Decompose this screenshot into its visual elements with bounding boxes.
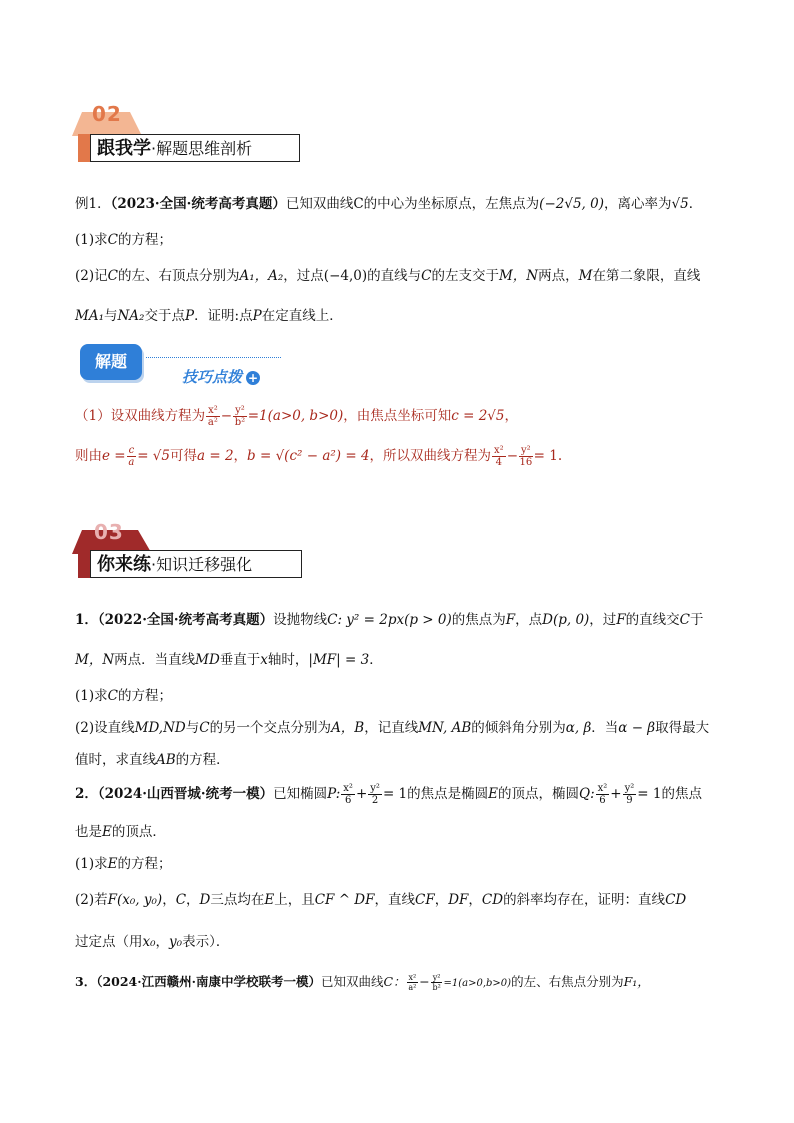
text: 三点均在 bbox=[210, 892, 265, 908]
text: 上，且 bbox=[274, 892, 315, 908]
problem-1-part-2-cont bbox=[75, 748, 230, 768]
math: =1(a>0, b>0) bbox=[247, 408, 344, 424]
num: y² bbox=[521, 445, 531, 456]
example-lead: 例1． bbox=[75, 196, 111, 212]
math: D bbox=[199, 892, 211, 908]
math: P: bbox=[327, 786, 341, 802]
problem-1-part-2 bbox=[75, 716, 709, 736]
math: C: y² = 2px(p > 0) bbox=[327, 612, 452, 628]
text: 设抛物线 bbox=[273, 612, 328, 628]
math: C bbox=[421, 268, 432, 284]
num: y² bbox=[370, 783, 380, 794]
math: CD bbox=[481, 892, 504, 908]
den: b² bbox=[234, 417, 246, 428]
text: 与 bbox=[103, 308, 118, 324]
problem-2-part-2 bbox=[75, 888, 686, 908]
section-03-title-bold: 你来练 bbox=[97, 554, 151, 575]
problem-source: （2024·山西晋城·统考一模） bbox=[97, 786, 274, 802]
text: ， bbox=[434, 892, 449, 908]
den: a bbox=[128, 457, 135, 468]
text: 的倾斜角分别为 bbox=[471, 720, 566, 736]
fraction bbox=[407, 973, 419, 992]
section-02-title-rest: ·解题思维剖析 bbox=[151, 139, 253, 158]
text: 的左支交于 bbox=[431, 268, 499, 284]
text: ． bbox=[369, 652, 383, 668]
example-part-2 bbox=[75, 264, 700, 284]
text: 已知双曲线 bbox=[320, 974, 384, 989]
fraction bbox=[492, 445, 506, 468]
math: E bbox=[102, 824, 112, 840]
math: D(p, 0) bbox=[542, 612, 590, 628]
text: 垂直于 bbox=[219, 652, 261, 668]
problem-source: （2024·江西赣州·南康中学校联考一模） bbox=[96, 974, 321, 989]
text: 的另一个交点分别为 bbox=[209, 720, 332, 736]
text: 取得最大 bbox=[655, 720, 710, 736]
num: x² bbox=[597, 783, 608, 794]
text: 的方程． bbox=[175, 752, 230, 768]
math: F bbox=[616, 612, 626, 628]
den: 6 bbox=[344, 795, 352, 806]
math: F bbox=[505, 612, 516, 628]
text: 的左、右顶点分别为 bbox=[117, 268, 240, 284]
math: α − β bbox=[618, 720, 656, 736]
section-03-number: 03 bbox=[94, 520, 124, 544]
text: 轴时， bbox=[267, 652, 309, 668]
math: =1(a>0,b>0) bbox=[443, 978, 512, 989]
text: 可得 bbox=[170, 448, 197, 464]
text: 的方程； bbox=[117, 232, 172, 248]
num: y² bbox=[432, 973, 441, 982]
den: a² bbox=[207, 417, 218, 428]
text: 于 bbox=[690, 612, 704, 628]
text: ， bbox=[162, 892, 176, 908]
text: (2)记 bbox=[75, 268, 108, 284]
problem-2-part-1 bbox=[75, 852, 171, 872]
num: x² bbox=[494, 445, 504, 456]
math: A₁，A₂ bbox=[239, 268, 284, 284]
math: M，N bbox=[498, 268, 539, 284]
math: e = bbox=[102, 448, 126, 464]
text: 的左、右焦点分别为 bbox=[511, 974, 624, 989]
math: E bbox=[264, 892, 275, 908]
problem-1-line-2 bbox=[75, 648, 383, 668]
text: 表示）． bbox=[182, 934, 230, 950]
problem-number: 3． bbox=[75, 974, 97, 989]
num: c bbox=[128, 445, 135, 456]
num: x² bbox=[343, 783, 353, 794]
problem-1-part-1 bbox=[75, 684, 172, 704]
problem-2-part-2-cont bbox=[75, 930, 229, 950]
math: MA₁ bbox=[75, 308, 104, 324]
example-text2: ，离心率为 bbox=[603, 196, 672, 212]
text: 与 bbox=[185, 720, 200, 736]
fraction bbox=[127, 445, 137, 468]
section-02-title-bold: 跟我学 bbox=[97, 138, 151, 159]
math: x₀ bbox=[142, 934, 156, 950]
example-part-2-cont bbox=[75, 304, 343, 324]
fraction bbox=[368, 783, 382, 806]
den: 2 bbox=[371, 795, 379, 806]
text: ，过点(−4,0)的直线与 bbox=[283, 268, 422, 284]
text: ．证明:点 bbox=[194, 308, 253, 324]
text: 的方程； bbox=[117, 688, 172, 704]
tip-divider bbox=[146, 357, 281, 358]
text: 在第二象限，直线 bbox=[592, 268, 701, 284]
den: 6 bbox=[599, 795, 606, 806]
math: C bbox=[107, 268, 118, 284]
fraction bbox=[341, 783, 355, 806]
problem-1-line-1 bbox=[75, 608, 704, 628]
math: C bbox=[107, 232, 118, 248]
math: |MF| = 3 bbox=[308, 652, 370, 668]
text: 的焦点 bbox=[661, 786, 702, 802]
math: x bbox=[260, 652, 268, 668]
math: M，N bbox=[75, 652, 115, 668]
problem-number: 1． bbox=[75, 612, 98, 628]
math: E bbox=[107, 856, 118, 872]
math: C bbox=[107, 688, 118, 704]
num: y² bbox=[624, 783, 635, 794]
math: α, β bbox=[565, 720, 592, 736]
section-02-number: 02 bbox=[92, 102, 122, 126]
math: F₁， bbox=[623, 974, 650, 989]
math: = 1 bbox=[382, 786, 408, 802]
text: ，过 bbox=[589, 612, 617, 628]
den: 4 bbox=[495, 457, 503, 468]
text: 也是 bbox=[75, 824, 102, 840]
tip-badge: 解题 bbox=[80, 344, 142, 380]
text: (2)若 bbox=[75, 892, 108, 908]
text: 过定点（用 bbox=[75, 934, 143, 950]
problem-number: 2． bbox=[75, 786, 98, 802]
math: CF ^ DF bbox=[314, 892, 375, 908]
text: 的方程； bbox=[117, 856, 172, 872]
math: Q: bbox=[579, 786, 595, 802]
problem-2-line-1: 2．（2024·山西晋城·统考一模）已知椭圆P: $\frac{\text{x²}}{6}$ + $\frac{\text{y²}}{2}$ = 1的焦点是椭圆E的顶点，椭圆Q: $\frac{\text{x²}}{6}$ + $\frac{\text{y²}}{9}$ = 1的焦点 bbox=[75, 783, 702, 806]
math: C bbox=[199, 720, 210, 736]
math: MN, AB bbox=[418, 720, 472, 736]
math: = √5 bbox=[137, 448, 170, 464]
math: y₀ bbox=[169, 934, 183, 950]
text: （1）设双曲线方程为 bbox=[75, 408, 206, 424]
example-line-1 bbox=[75, 192, 702, 212]
den: b² bbox=[432, 983, 441, 992]
section-03-title-rest: ·知识迁移强化 bbox=[151, 555, 253, 574]
text: 的焦点为 bbox=[451, 612, 506, 628]
text: ，直线 bbox=[374, 892, 415, 908]
example-source: （2023·全国·统考高考真题） bbox=[110, 196, 286, 212]
text: ，由焦点坐标可知 bbox=[343, 408, 452, 424]
math: E bbox=[488, 786, 498, 802]
math: = 1 bbox=[637, 786, 662, 802]
math: MD,ND bbox=[134, 720, 186, 736]
example-focus: (−2√5, 0) bbox=[539, 196, 604, 212]
math: P bbox=[252, 308, 262, 324]
math: a = 2 bbox=[197, 448, 234, 464]
text: ，点 bbox=[515, 612, 543, 628]
text: 两点， bbox=[538, 268, 579, 284]
math: A，B bbox=[331, 720, 365, 736]
math: M bbox=[578, 268, 593, 284]
text: (1)求 bbox=[75, 856, 108, 872]
tip-title-text: 技巧点拨 bbox=[182, 368, 243, 386]
math: MD bbox=[195, 652, 220, 668]
math: F(x₀, y₀) bbox=[107, 892, 163, 908]
text: ， bbox=[233, 448, 248, 464]
fraction bbox=[206, 405, 220, 428]
text: ．当 bbox=[591, 720, 619, 736]
section-02-header bbox=[72, 100, 302, 164]
section-03-accent bbox=[78, 550, 90, 578]
tip-title bbox=[182, 366, 260, 387]
problem-3-line-1: 3．（2024·江西赣州·南康中学校联考一模）已知双曲线C： $\frac{\text{x²}}{\text{a²}}$ − $\frac{\text{y²}}{\text{b²}}$ =1(a>0,b>0)的左、右焦点分别为F₁， bbox=[75, 973, 650, 992]
text: 交于点 bbox=[144, 308, 185, 324]
text: ，记直线 bbox=[364, 720, 419, 736]
math: C： bbox=[383, 974, 406, 989]
text: 已知椭圆 bbox=[273, 786, 328, 802]
text: ， bbox=[186, 892, 200, 908]
math: C bbox=[175, 892, 187, 908]
fraction bbox=[233, 405, 247, 428]
math: CF bbox=[415, 892, 435, 908]
num: x² bbox=[408, 973, 417, 982]
math: C bbox=[679, 612, 691, 628]
section-02-title bbox=[90, 134, 300, 162]
text: (1)求 bbox=[75, 688, 108, 704]
den: 9 bbox=[626, 795, 633, 806]
text: ，所以双曲线方程为 bbox=[369, 448, 492, 464]
den: 16 bbox=[519, 457, 533, 468]
text: 的顶点． bbox=[111, 824, 166, 840]
text: 两点．当直线 bbox=[114, 652, 196, 668]
text: 值时，求直线 bbox=[75, 752, 156, 768]
num: x² bbox=[208, 405, 218, 416]
fraction bbox=[623, 783, 637, 806]
text: 的直线交 bbox=[625, 612, 680, 628]
text: 则由 bbox=[75, 448, 102, 464]
text: ， bbox=[155, 934, 170, 950]
text: 的焦点是椭圆 bbox=[407, 786, 489, 802]
plus-icon: + bbox=[247, 370, 259, 385]
text: (1)求 bbox=[75, 232, 108, 248]
math: DF bbox=[448, 892, 469, 908]
example-text: 已知双曲线C的中心为坐标原点，左焦点为 bbox=[285, 196, 540, 212]
section-03-title bbox=[90, 550, 302, 578]
den: a² bbox=[408, 983, 417, 992]
section-02-accent bbox=[78, 134, 90, 162]
text: (2)设直线 bbox=[75, 720, 135, 736]
text: 在定直线上． bbox=[261, 308, 343, 324]
math: = 1. bbox=[533, 448, 563, 464]
problem-2-line-2 bbox=[75, 820, 166, 840]
text: ， bbox=[468, 892, 482, 908]
problem-source: （2022·全国·统考高考真题） bbox=[97, 612, 274, 628]
math: c = 2√5 bbox=[451, 408, 505, 424]
num: y² bbox=[235, 405, 245, 416]
example-ecc: √5 bbox=[671, 196, 689, 212]
math: NA₂ bbox=[117, 308, 145, 324]
text: 的斜率均存在，证明：直线 bbox=[503, 892, 666, 908]
text: 的顶点，椭圆 bbox=[498, 786, 579, 802]
fraction bbox=[519, 445, 533, 468]
math: CD bbox=[665, 892, 687, 908]
example-end: ． bbox=[688, 196, 703, 212]
math: AB bbox=[156, 752, 176, 768]
text: ， bbox=[504, 408, 518, 424]
section-03-header bbox=[72, 518, 302, 582]
fraction bbox=[431, 973, 443, 992]
math: b = √(c² − a²) = 4 bbox=[247, 448, 370, 464]
math: P bbox=[184, 308, 195, 324]
tip-line-1: （1）设双曲线方程为 $\frac{\text{x²}}{\text{a²}}$ − $\frac{\text{y²}}{\text{b²}}$ =1(a>0, b>0)，由焦点坐标可知c = 2√5， bbox=[75, 405, 518, 428]
example-part-1 bbox=[75, 228, 172, 248]
fraction bbox=[596, 783, 610, 806]
tip-line-2: 则由e = $\frac{c}{a}$ = √5可得a = 2，b = √(c² − a²) = 4，所以双曲线方程为 $\frac{\text{x²}}{4}$ − $\frac{\text{y²}}{16}$ = 1. bbox=[75, 445, 563, 468]
